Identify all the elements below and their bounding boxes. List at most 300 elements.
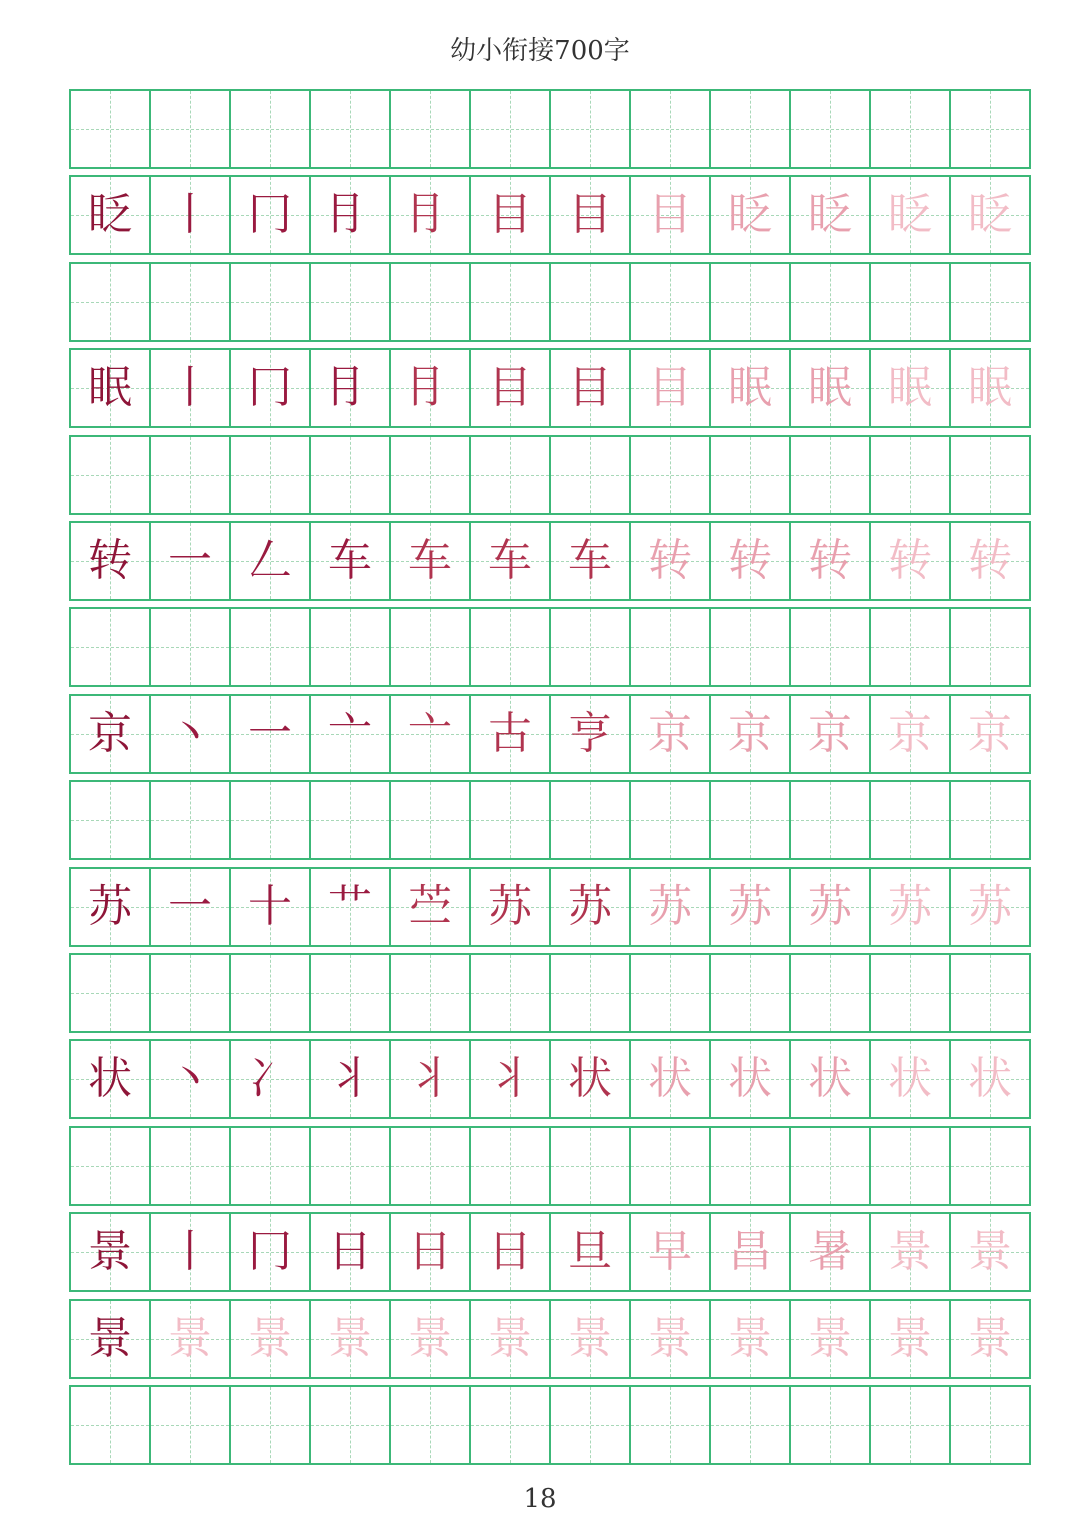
char-cell xyxy=(151,1387,231,1463)
stroke-char: 景 xyxy=(968,1226,1012,1278)
grid-row xyxy=(69,607,1031,687)
stroke-char: 日 xyxy=(488,1226,532,1278)
char-cell xyxy=(711,91,791,167)
char-cell xyxy=(711,1387,791,1463)
char-cell xyxy=(391,91,471,167)
char-cell xyxy=(631,264,711,340)
char-cell xyxy=(631,1128,711,1204)
stroke-char: 冂 xyxy=(248,1226,292,1278)
char-cell xyxy=(791,869,871,945)
stroke-char: 京 xyxy=(88,707,132,759)
char-cell xyxy=(311,696,391,772)
char-cell xyxy=(871,437,951,513)
char-cell xyxy=(711,609,791,685)
char-cell xyxy=(791,91,871,167)
stroke-char: 暑 xyxy=(808,1226,852,1278)
char-cell xyxy=(311,177,391,253)
char-cell xyxy=(551,350,631,426)
stroke-char: 亨 xyxy=(568,707,612,759)
char-cell xyxy=(951,1214,1029,1290)
char-cell xyxy=(231,1128,311,1204)
char-cell xyxy=(471,1041,551,1117)
stroke-char: 日 xyxy=(328,1226,372,1278)
char-cell xyxy=(391,696,471,772)
char-cell xyxy=(471,437,551,513)
stroke-char: ⺝ xyxy=(408,362,452,414)
stroke-char: 京 xyxy=(888,707,932,759)
stroke-char: 眠 xyxy=(728,362,772,414)
stroke-char: 景 xyxy=(968,1312,1012,1364)
char-cell xyxy=(471,609,551,685)
char-cell xyxy=(551,523,631,599)
char-cell xyxy=(231,782,311,858)
char-cell xyxy=(71,1128,151,1204)
stroke-char: 艹 xyxy=(328,880,372,932)
grid-row xyxy=(69,89,1031,169)
stroke-char: 状 xyxy=(88,1053,132,1105)
char-cell xyxy=(471,1301,551,1377)
char-cell xyxy=(311,1041,391,1117)
char-cell xyxy=(711,1301,791,1377)
char-cell xyxy=(711,177,791,253)
char-cell xyxy=(631,1214,711,1290)
char-cell xyxy=(231,437,311,513)
char-cell xyxy=(871,869,951,945)
stroke-char: 日 xyxy=(408,1226,452,1278)
stroke-char: 苏 xyxy=(648,880,692,932)
char-cell xyxy=(711,523,791,599)
stroke-char: 京 xyxy=(728,707,772,759)
char-cell xyxy=(391,177,471,253)
stroke-char: ⺝ xyxy=(328,362,372,414)
char-cell xyxy=(551,609,631,685)
stroke-char: 状 xyxy=(888,1053,932,1105)
char-cell xyxy=(711,869,791,945)
char-cell-main xyxy=(71,1041,151,1117)
grid-row xyxy=(69,348,1031,428)
stroke-char: 转 xyxy=(968,535,1012,586)
char-cell xyxy=(311,782,391,858)
char-cell xyxy=(391,1041,471,1117)
stroke-char: 古 xyxy=(488,707,532,759)
char-cell xyxy=(151,264,231,340)
grid-row xyxy=(69,953,1031,1033)
char-cell xyxy=(711,696,791,772)
char-cell xyxy=(791,1387,871,1463)
stroke-char: 景 xyxy=(488,1312,532,1364)
stroke-char: 状 xyxy=(648,1053,692,1105)
char-cell xyxy=(871,1041,951,1117)
grid-row xyxy=(69,1126,1031,1206)
char-cell xyxy=(471,523,551,599)
char-cell xyxy=(471,177,551,253)
stroke-char: 旦 xyxy=(568,1226,612,1278)
char-cell xyxy=(391,1387,471,1463)
char-cell xyxy=(471,350,551,426)
stroke-char: 景 xyxy=(888,1312,932,1364)
page-title: 幼小衔接700字 xyxy=(450,36,630,66)
char-cell xyxy=(231,869,311,945)
char-cell xyxy=(871,609,951,685)
char-cell xyxy=(551,1214,631,1290)
char-cell xyxy=(391,609,471,685)
stroke-char: 丨 xyxy=(168,362,212,414)
stroke-char: 状 xyxy=(808,1053,852,1105)
char-cell xyxy=(951,1387,1029,1463)
stroke-char: 眠 xyxy=(888,362,932,414)
char-cell xyxy=(631,782,711,858)
char-cell xyxy=(391,1301,471,1377)
char-cell xyxy=(311,955,391,1031)
grid-row xyxy=(69,435,1031,515)
char-cell xyxy=(551,696,631,772)
char-cell xyxy=(951,350,1029,426)
stroke-char: 目 xyxy=(488,189,532,241)
char-cell xyxy=(391,782,471,858)
stroke-char: 眨 xyxy=(808,189,852,241)
char-cell xyxy=(711,437,791,513)
char-cell xyxy=(311,869,391,945)
char-cell xyxy=(151,177,231,253)
stroke-char: 丨 xyxy=(168,1226,212,1278)
char-cell xyxy=(471,869,551,945)
char-cell-main xyxy=(71,177,151,253)
stroke-char: 景 xyxy=(168,1312,212,1364)
char-cell xyxy=(551,1041,631,1117)
char-cell xyxy=(791,609,871,685)
char-cell xyxy=(311,1214,391,1290)
char-cell xyxy=(631,609,711,685)
stroke-char: 眨 xyxy=(888,189,932,241)
char-cell xyxy=(951,696,1029,772)
char-cell xyxy=(951,955,1029,1031)
stroke-char: 苏 xyxy=(968,880,1012,932)
char-cell xyxy=(551,177,631,253)
char-cell xyxy=(871,1387,951,1463)
char-cell xyxy=(71,1387,151,1463)
char-cell xyxy=(311,437,391,513)
char-cell xyxy=(791,1301,871,1377)
char-cell xyxy=(151,1214,231,1290)
char-cell xyxy=(951,869,1029,945)
char-cell xyxy=(471,91,551,167)
grid-row xyxy=(69,175,1031,255)
char-cell xyxy=(951,1301,1029,1377)
stroke-char: 眠 xyxy=(808,362,852,414)
stroke-char: 苎 xyxy=(408,880,452,932)
stroke-char: 丶 xyxy=(168,1053,212,1105)
char-cell xyxy=(551,782,631,858)
char-cell xyxy=(631,955,711,1031)
char-cell xyxy=(631,523,711,599)
char-cell xyxy=(391,1214,471,1290)
char-cell xyxy=(871,177,951,253)
page-number: 18 xyxy=(523,1484,557,1514)
char-cell xyxy=(311,350,391,426)
stroke-char: 一 xyxy=(168,880,212,932)
char-cell xyxy=(631,696,711,772)
char-cell xyxy=(551,264,631,340)
char-cell xyxy=(231,609,311,685)
char-cell xyxy=(231,523,311,599)
stroke-char: 昌 xyxy=(728,1226,772,1278)
stroke-char: 转 xyxy=(808,535,852,586)
char-cell xyxy=(951,1041,1029,1117)
char-cell xyxy=(71,955,151,1031)
stroke-char: 车 xyxy=(328,535,372,586)
char-cell xyxy=(71,609,151,685)
char-cell xyxy=(151,523,231,599)
char-cell xyxy=(711,955,791,1031)
char-cell xyxy=(151,1041,231,1117)
char-cell xyxy=(551,869,631,945)
char-cell xyxy=(151,609,231,685)
char-cell xyxy=(151,1128,231,1204)
grid-row xyxy=(69,1212,1031,1292)
char-cell xyxy=(471,955,551,1031)
grid-row xyxy=(69,694,1031,774)
char-cell-main xyxy=(71,350,151,426)
char-cell xyxy=(711,350,791,426)
char-cell xyxy=(311,1128,391,1204)
char-cell xyxy=(951,437,1029,513)
stroke-char: 冂 xyxy=(248,362,292,414)
stroke-char: 目 xyxy=(648,362,692,414)
char-cell xyxy=(151,1301,231,1377)
stroke-char: 景 xyxy=(88,1226,132,1278)
char-cell xyxy=(231,1214,311,1290)
char-cell xyxy=(311,609,391,685)
char-cell-main xyxy=(71,1214,151,1290)
stroke-char: 眠 xyxy=(968,362,1012,414)
char-cell xyxy=(791,523,871,599)
char-cell xyxy=(551,1387,631,1463)
char-cell xyxy=(231,264,311,340)
char-cell xyxy=(151,350,231,426)
char-cell-main xyxy=(71,696,151,772)
stroke-char: 苏 xyxy=(488,880,532,932)
char-cell xyxy=(711,264,791,340)
stroke-char: 京 xyxy=(808,707,852,759)
stroke-char: ⺝ xyxy=(408,189,452,241)
char-cell xyxy=(71,264,151,340)
stroke-char: 京 xyxy=(968,707,1012,759)
stroke-char: 景 xyxy=(888,1226,932,1278)
char-cell xyxy=(631,1041,711,1117)
char-cell xyxy=(311,264,391,340)
char-cell xyxy=(871,1301,951,1377)
char-cell xyxy=(951,264,1029,340)
stroke-char: 丬 xyxy=(408,1053,452,1105)
stroke-char: 苏 xyxy=(728,880,772,932)
char-cell xyxy=(391,350,471,426)
char-cell xyxy=(791,1214,871,1290)
char-cell xyxy=(391,1128,471,1204)
char-cell xyxy=(631,869,711,945)
stroke-char: 景 xyxy=(328,1312,372,1364)
char-cell xyxy=(71,782,151,858)
stroke-char: 转 xyxy=(888,535,932,586)
char-cell xyxy=(471,696,551,772)
char-cell xyxy=(71,91,151,167)
char-cell xyxy=(391,869,471,945)
stroke-char: 一 xyxy=(168,535,212,586)
stroke-char: 眨 xyxy=(968,189,1012,241)
stroke-char: 眠 xyxy=(88,362,132,414)
char-cell-main xyxy=(71,523,151,599)
char-cell xyxy=(951,782,1029,858)
char-cell xyxy=(151,696,231,772)
stroke-char: 状 xyxy=(968,1053,1012,1105)
stroke-char: 目 xyxy=(648,189,692,241)
char-cell xyxy=(871,955,951,1031)
char-cell xyxy=(471,1387,551,1463)
char-cell xyxy=(391,437,471,513)
char-cell xyxy=(551,91,631,167)
stroke-char: 目 xyxy=(568,362,612,414)
char-cell xyxy=(231,1301,311,1377)
char-cell xyxy=(631,350,711,426)
stroke-char: 京 xyxy=(648,707,692,759)
stroke-char: 冂 xyxy=(248,189,292,241)
stroke-char: 车 xyxy=(568,535,612,586)
stroke-char: 景 xyxy=(808,1312,852,1364)
char-cell xyxy=(951,609,1029,685)
char-cell xyxy=(791,955,871,1031)
grid-row xyxy=(69,867,1031,947)
char-cell xyxy=(951,1128,1029,1204)
char-cell xyxy=(791,437,871,513)
stroke-char: 景 xyxy=(88,1312,132,1364)
stroke-char: 车 xyxy=(408,535,452,586)
char-cell xyxy=(151,437,231,513)
stroke-char: 苏 xyxy=(568,880,612,932)
char-cell xyxy=(311,91,391,167)
char-cell xyxy=(231,955,311,1031)
char-cell xyxy=(631,437,711,513)
char-cell xyxy=(231,696,311,772)
char-cell xyxy=(631,91,711,167)
char-cell xyxy=(151,91,231,167)
char-cell xyxy=(471,782,551,858)
char-cell xyxy=(871,350,951,426)
char-cell xyxy=(871,1128,951,1204)
stroke-char: 丶 xyxy=(168,707,212,759)
char-cell xyxy=(551,1128,631,1204)
char-cell xyxy=(791,350,871,426)
stroke-char: 丬 xyxy=(488,1053,532,1105)
char-cell xyxy=(471,264,551,340)
stroke-char: 眨 xyxy=(728,189,772,241)
char-cell xyxy=(551,1301,631,1377)
stroke-char: 苏 xyxy=(808,880,852,932)
char-cell xyxy=(951,91,1029,167)
char-cell xyxy=(631,1301,711,1377)
char-cell xyxy=(871,782,951,858)
stroke-char: 丨 xyxy=(168,189,212,241)
char-cell xyxy=(711,1214,791,1290)
stroke-char: 景 xyxy=(568,1312,612,1364)
stroke-char: 亠 xyxy=(328,707,372,759)
stroke-char: 早 xyxy=(648,1226,692,1278)
char-cell xyxy=(231,1387,311,1463)
grid-row xyxy=(69,521,1031,601)
char-cell xyxy=(471,1128,551,1204)
char-cell xyxy=(631,177,711,253)
grid-row xyxy=(69,1039,1031,1119)
char-cell xyxy=(711,782,791,858)
stroke-char: 状 xyxy=(728,1053,772,1105)
stroke-char: 转 xyxy=(648,535,692,586)
stroke-char: 苏 xyxy=(888,880,932,932)
char-cell xyxy=(951,523,1029,599)
stroke-char: 目 xyxy=(568,189,612,241)
char-cell xyxy=(231,350,311,426)
char-cell xyxy=(711,1128,791,1204)
char-cell xyxy=(311,1301,391,1377)
stroke-char: 景 xyxy=(248,1312,292,1364)
char-cell xyxy=(551,955,631,1031)
stroke-char: 转 xyxy=(88,535,132,586)
char-cell xyxy=(391,955,471,1031)
stroke-char: 目 xyxy=(488,362,532,414)
char-cell xyxy=(391,264,471,340)
stroke-char: 转 xyxy=(728,535,772,586)
char-cell xyxy=(791,177,871,253)
char-cell xyxy=(151,782,231,858)
stroke-char: 丬 xyxy=(328,1053,372,1105)
char-cell xyxy=(791,1041,871,1117)
grid-row xyxy=(69,1385,1031,1465)
stroke-char: 景 xyxy=(648,1312,692,1364)
char-cell xyxy=(471,1214,551,1290)
grid-row xyxy=(69,262,1031,342)
stroke-char: 景 xyxy=(728,1312,772,1364)
char-cell xyxy=(871,91,951,167)
char-cell xyxy=(711,1041,791,1117)
stroke-char: 眨 xyxy=(88,189,132,241)
char-cell-main xyxy=(71,869,151,945)
char-cell xyxy=(311,1387,391,1463)
char-cell xyxy=(151,869,231,945)
grid-row xyxy=(69,1299,1031,1379)
char-cell xyxy=(871,264,951,340)
char-cell xyxy=(791,1128,871,1204)
char-cell xyxy=(951,177,1029,253)
char-cell xyxy=(791,264,871,340)
stroke-char: 一 xyxy=(248,707,292,759)
stroke-char: 景 xyxy=(408,1312,452,1364)
char-cell xyxy=(871,1214,951,1290)
stroke-char: 𠃋 xyxy=(248,535,292,586)
grid-row xyxy=(69,780,1031,860)
stroke-char: 冫 xyxy=(248,1053,292,1105)
char-cell xyxy=(871,523,951,599)
char-cell xyxy=(231,1041,311,1117)
char-cell xyxy=(71,437,151,513)
char-cell xyxy=(151,955,231,1031)
stroke-char: 十 xyxy=(248,880,292,932)
stroke-char: 苏 xyxy=(88,880,132,932)
stroke-char: 车 xyxy=(488,535,532,586)
char-cell xyxy=(631,1387,711,1463)
char-cell xyxy=(231,177,311,253)
stroke-char: 状 xyxy=(568,1053,612,1105)
char-cell xyxy=(791,782,871,858)
char-cell xyxy=(391,523,471,599)
char-cell xyxy=(311,523,391,599)
stroke-char: ⺝ xyxy=(328,189,372,241)
